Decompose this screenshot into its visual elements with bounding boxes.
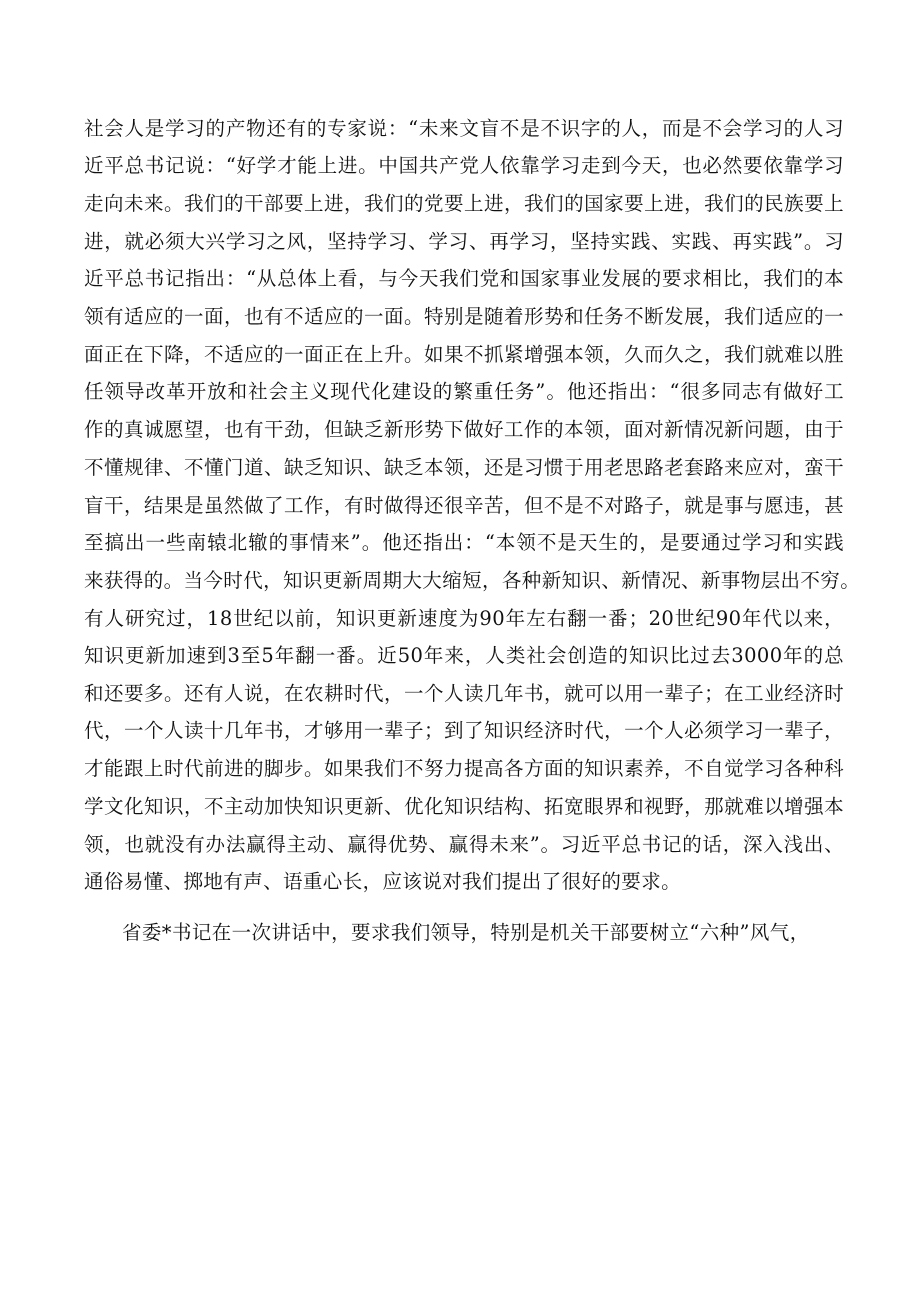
text-line: 和还要多。还有人说，在农耕时代，一个人读几年书，就可以用一辈子；在工业经济时 — [84, 682, 844, 705]
text-line: 来获得的。当今时代，知识更新周期大大缩短，各种新知识、新情况、新事物层出不穷。 — [84, 569, 861, 592]
text-line: 近平总书记说：“好学才能上进。中国共产党人依靠学习走到今天，也必然要依靠学习 — [84, 154, 844, 177]
text-line: 领，也就没有办法赢得主动、赢得优势、赢得未来”。习近平总书记的话，深入浅出、 — [84, 833, 844, 856]
text-line: 任领导改革开放和社会主义现代化建设的繁重任务”。他还指出：“很多同志有做好工 — [84, 380, 844, 403]
text-line: 作的真诚愿望，也有干劲，但缺乏新形势下做好工作的本领，面对新情况新问题，由于 — [84, 418, 844, 441]
text-line: 知识更新加速到3至5年翻一番。近50年来，人类社会创造的知识比过去3000年的总 — [84, 644, 844, 667]
text-line: 代，一个人读十几年书，才够用一辈子；到了知识经济时代，一个人必须学习一辈子， — [84, 719, 844, 742]
text-line: 社会人是学习的产物还有的专家说：“未来文盲不是不识字的人，而是不会学习的人习 — [84, 117, 844, 140]
text-line: 领有适应的一面，也有不适应的一面。特别是随着形势和任务不断发展，我们适应的一 — [84, 305, 844, 328]
text-line: 才能跟上时代前进的脚步。如果我们不努力提高各方面的知识素养，不自觉学习各种科 — [84, 757, 844, 780]
text-line: 近平总书记指出：“从总体上看，与今天我们党和国家事业发展的要求相比，我们的本 — [84, 267, 844, 290]
text-line: 有人研究过，18世纪以前，知识更新速度为90年左右翻一番；20世纪90年代以来， — [84, 607, 844, 630]
text-line: 盲干，结果是虽然做了工作，有时做得还很辛苦，但不是不对路子，就是事与愿违，甚 — [84, 494, 844, 517]
text-line: 走向未来。我们的干部要上进，我们的党要上进，我们的国家要上进，我们的民族要上 — [84, 192, 844, 215]
text-line: 学文化知识，不主动加快知识更新、优化知识结构、拓宽眼界和视野，那就难以增强本 — [84, 795, 844, 818]
text-line: 进，就必须大兴学习之风，坚持学习、学习、再学习，坚持实践、实践、再实践”。习 — [84, 230, 844, 253]
text-line: 通俗易懂、掷地有声、语重心长，应该说对我们提出了很好的要求。 — [84, 870, 682, 893]
text-line: 省委*书记在一次讲话中，要求我们领导，特别是机关干部要树立“六种”风气， — [122, 921, 810, 944]
text-line: 不懂规律、不懂门道、缺乏知识、缺乏本领，还是习惯于用老思路老套路来应对，蛮干 — [84, 456, 844, 479]
text-line: 面正在下降，不适应的一面正在上升。如果不抓紧增强本领，久而久之，我们就难以胜 — [84, 343, 844, 366]
text-line: 至搞出一些南辕北辙的事情来”。他还指出：“本领不是天生的，是要通过学习和实践 — [84, 531, 844, 554]
